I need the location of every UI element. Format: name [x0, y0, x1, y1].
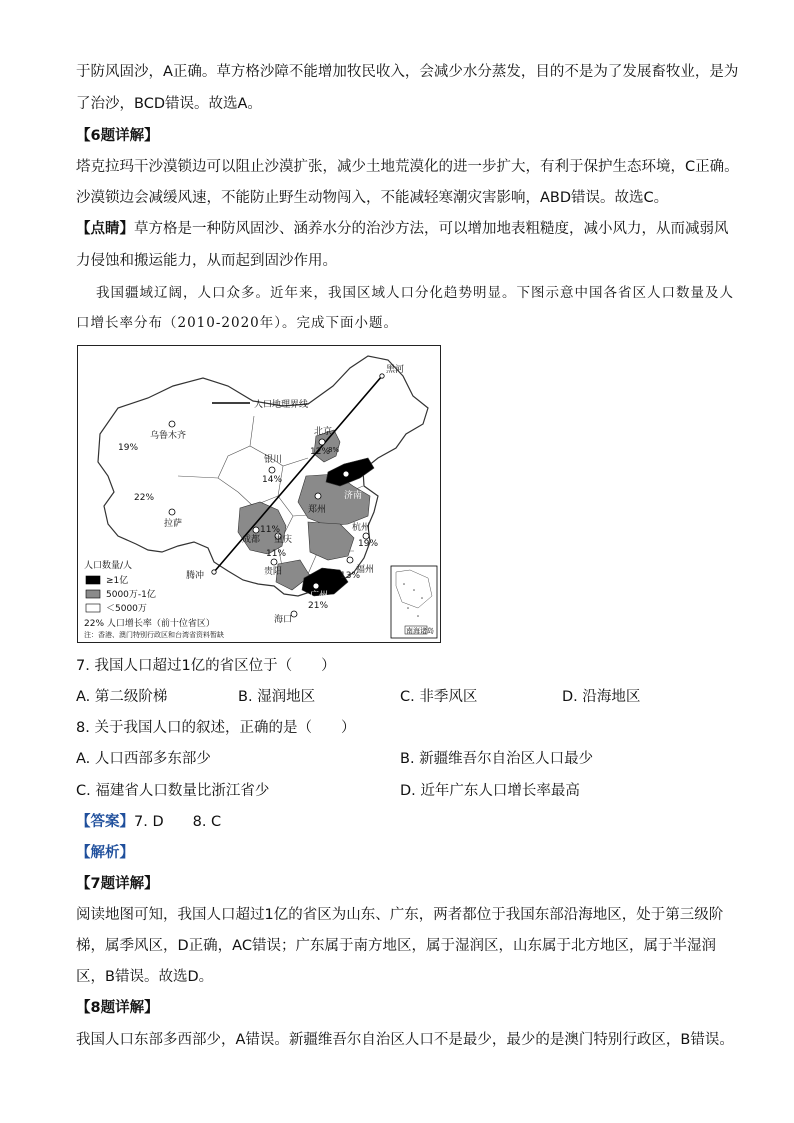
section-header-q8: 【8题详解】: [76, 1000, 159, 1016]
rate-label: 13%: [340, 571, 361, 581]
city-label: 济南: [344, 491, 363, 501]
city-label: 银川: [264, 455, 283, 465]
city-label: 福州: [356, 565, 375, 575]
text-line: 塔克拉玛干沙漠锁边可以阻止沙漠扩张，减少土地荒漠化的进一步扩大，有利于保护生态环境，C正确。: [76, 159, 739, 175]
city-label: 腾冲: [186, 571, 205, 581]
text-line: 阅读地图可知，我国人口超过1亿的省区为山东、广东，两者都位于我国东部沿海地区，处于第三级阶: [76, 907, 724, 923]
rate-label: 21%: [308, 601, 329, 611]
rate-label: 22%: [134, 493, 155, 503]
answer-tag: 【答案】: [76, 814, 134, 830]
text-line: 沙漠锁边会减缓风速，不能防止野生动物闯入，不能减轻寒潮灾害影响，ABD错误。故选C。: [76, 190, 669, 206]
inset-label: 南海诸岛: [406, 627, 434, 635]
city-label: 成都: [242, 535, 261, 545]
text-line: 区，B错误。故选D。: [76, 969, 214, 985]
legend-title: 人口数量/人: [84, 561, 133, 571]
question-7: 7. 我国人口超过1亿的省区位于（ ）: [76, 658, 336, 674]
rate-label: 11%: [266, 549, 287, 559]
text-line: 了治沙，BCD错误。故选A。: [76, 96, 262, 112]
legend-mid: 5000万-1亿: [106, 590, 156, 600]
city-label: 杭州: [352, 523, 371, 533]
q7-option-d: D. 沿海地区: [562, 689, 641, 705]
text-line: 力侵蚀和搬运能力，从而起到固沙作用。: [76, 253, 337, 269]
tip-tag: 【点睛】: [76, 221, 134, 237]
south-sea-inset: [391, 566, 437, 638]
intro-line: 口增长率分布（2010-2020年）。完成下面小题。: [76, 315, 399, 331]
rate-label: 14%: [262, 475, 283, 485]
section-header-q6: 【6题详解】: [76, 128, 159, 144]
tip-line: [76, 219, 729, 239]
section-header-q7: 【7题详解】: [76, 876, 159, 892]
analysis-tag: 【解析】: [76, 845, 134, 861]
city-label: 重庆: [274, 535, 293, 545]
city-label: 广州: [310, 591, 329, 601]
question-8: 8. 关于我国人口的叙述，正确的是（ ）: [76, 720, 356, 736]
rate-label: 12%: [310, 447, 331, 457]
rate-label: 19%: [358, 539, 379, 549]
city-label: 贵阳: [264, 567, 283, 577]
city-label: 拉萨: [164, 519, 183, 529]
answer-line: [76, 812, 221, 832]
city-label: 北京: [314, 427, 333, 437]
rate-label: 8%: [328, 446, 340, 454]
city-label: 乌鲁木齐: [150, 431, 187, 441]
intro-line: 我国疆域辽阔，人口众多。近年来，我国区域人口分化趋势明显。下图示意中国各省区人口数量及人: [96, 285, 734, 301]
tip-text: 草方格是一种防风固沙、涵养水分的治沙方法，可以增加地表粗糙度，减小风力，从而减弱风: [134, 221, 729, 237]
city-label: 海口: [274, 615, 293, 625]
q7-option-a: A. 第二级阶梯: [76, 689, 168, 705]
q8-option-a: A. 人口西部多东部少: [76, 751, 211, 767]
q7-option-b: B. 湿润地区: [238, 689, 316, 705]
legend-footnote: 注：香港、澳门特别行政区和台湾省资料暂缺: [84, 631, 224, 639]
rate-label: 19%: [118, 443, 139, 453]
answer-text: 7. D 8. C: [134, 814, 222, 830]
legend-rate-note: 22% 人口增长率（前十位省区）: [84, 619, 215, 629]
q8-option-d: D. 近年广东人口增长率最高: [400, 783, 580, 799]
text-line: 梯，属季风区，D正确，AC错误；广东属于南方地区，属于湿润区，山东属于北方地区，属于半湿润: [76, 938, 716, 954]
q7-option-c: C. 非季风区: [400, 689, 478, 705]
legend-high: ≥1亿: [106, 576, 129, 586]
text-line: 于防风固沙，A正确。草方格沙障不能增加牧民收入，会减少水分蒸发，目的不是为了发展畜牧业，是为: [76, 64, 739, 80]
text-line: 我国人口东部多西部少，A错误。新疆维吾尔自治区人口不是最少，最少的是澳门特别行政区，B错误。: [76, 1032, 734, 1048]
boundary-label: 人口地理界线: [254, 400, 309, 410]
rate-label: 11%: [260, 525, 281, 535]
legend-low: ＜5000万: [106, 604, 147, 614]
city-label: 郑州: [308, 505, 327, 515]
city-label: 黑河: [386, 365, 405, 375]
q8-option-c: C. 福建省人口数量比浙江省少: [76, 783, 270, 799]
china-population-map: [77, 345, 441, 643]
q8-option-b: B. 新疆维吾尔自治区人口最少: [400, 751, 594, 767]
